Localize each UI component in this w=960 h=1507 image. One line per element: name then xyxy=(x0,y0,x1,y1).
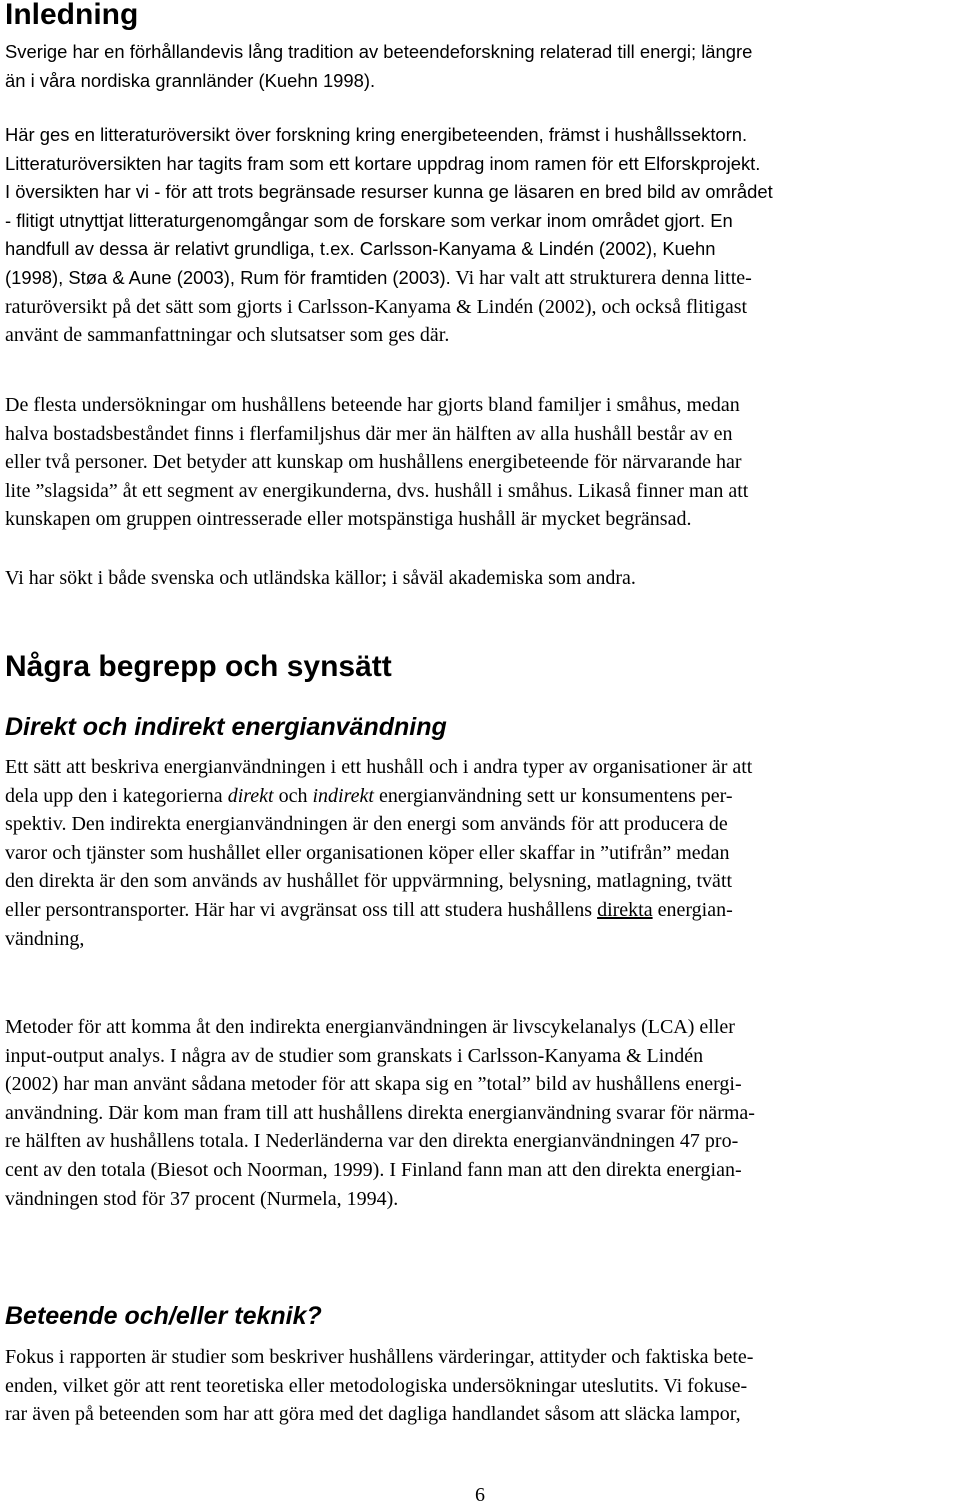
text-line: input-output analys. I några av de studier som granskats i Carlsson-Kanyama & Lindén xyxy=(5,1044,704,1067)
text-line: cent av den totala (Biesot och Noorman, 1999). I Finland fann man att den direkta energian- xyxy=(5,1158,742,1181)
text-line: lite ”slagsida” åt ett segment av energikunderna, dvs. hushåll i småhus. Likaså finner man att xyxy=(5,479,749,502)
text-run: energianvändning sett ur konsumentens per- xyxy=(373,784,733,807)
text-line xyxy=(5,264,955,293)
paragraph-direct xyxy=(5,753,955,953)
text-line: eller två personer. Det betyder att kunskap om hushållens energibeteende för närvarande har xyxy=(5,451,742,474)
text-run: och xyxy=(273,784,313,807)
text-line: Vi har sökt i både svenska och utländska källor; i såväl akademiska som andra. xyxy=(5,567,636,589)
heading-begrepp: Några begrepp och synsätt xyxy=(5,650,392,683)
text-line: De flesta undersökningar om hushållens beteende har gjorts bland familjer i småhus, medan xyxy=(5,394,740,416)
text-run: dela upp den i kategorierna xyxy=(5,784,228,807)
text-line: Här ges en litteraturöversikt över forskning kring energibeteenden, främst i hushållssektorn. xyxy=(5,124,748,145)
emphasis-indirekt: indirekt xyxy=(312,784,374,807)
underlined-direkta: direkta xyxy=(597,898,653,921)
text-line: rar även på beteenden som har att göra med det dagliga handlandet såsom att släcka lampor, xyxy=(5,1403,741,1426)
text-line xyxy=(5,896,955,925)
text-line: Fokus i rapporten är studier som beskriver hushållens värderingar, attityder och faktiska bete- xyxy=(5,1346,754,1368)
subheading-beteende: Beteende och/eller teknik? xyxy=(5,1302,322,1330)
text-line: varor och tjänster som hushållet eller organisationen köper eller skaffar in ”utifrån” medan xyxy=(5,841,730,864)
text-run: energian- xyxy=(652,898,733,921)
text-line: Sverige har en förhållandevis lång tradition av beteendeforskning relaterad till energi; längre xyxy=(5,41,753,62)
text-line: Litteraturöversikten har tagits fram som ett kortare uppdrag inom ramen för ett Elforskprojekt. xyxy=(5,152,761,174)
text-line: Metoder för att komma åt den indirekta energianvändningen är livscykelanalys (LCA) eller xyxy=(5,1016,735,1038)
text-line: re hälften av hushållens totala. I Nederländerna var den direkta energianvändningen 47 pro- xyxy=(5,1130,739,1153)
paragraph-sources xyxy=(5,564,955,593)
text-line: - flitigt utnyttjat litteraturgenomgångar som de forskare som verkar inom området gjort. En xyxy=(5,209,733,231)
paragraph-focus xyxy=(5,1343,955,1429)
text-line: raturöversikt på det sätt som gjorts i Carlsson-Kanyama & Lindén (2002), och också flitigast xyxy=(5,295,748,318)
paragraph-overview xyxy=(5,121,955,350)
subheading-direkt: Direkt och indirekt energianvändning xyxy=(5,713,447,741)
text-line: (2002) har man använt sådana metoder för att skapa sig en ”total” bild av hushållens energi- xyxy=(5,1073,742,1096)
text-line: kunskapen om gruppen ointresserade eller motspänstiga hushåll är mycket begränsad. xyxy=(5,508,692,531)
heading-inledning: Inledning xyxy=(5,0,139,31)
text-line: den direkta är den som används av hushållet för uppvärmning, belysning, matlagning, tvätt xyxy=(5,870,733,893)
paragraph-households xyxy=(5,391,955,534)
text-line xyxy=(5,782,955,811)
emphasis-direkt: direkt xyxy=(227,784,274,807)
text-line: vändning, xyxy=(5,927,85,950)
text-line: I översikten har vi - för att trots begränsade resurser kunna ge läsaren en bred bild av området xyxy=(5,181,773,203)
text-run: eller persontransporter. Här har vi avgränsat oss till att studera hushållens xyxy=(5,898,598,921)
text-line: vändningen stod för 37 procent (Nurmela, 1994). xyxy=(5,1187,399,1210)
text-line: än i våra nordiska grannländer (Kuehn 1998). xyxy=(5,69,376,91)
paragraph-methods xyxy=(5,1013,955,1213)
paragraph-intro xyxy=(5,38,955,95)
text-line: använt de sammanfattningar och slutsatser som ges där. xyxy=(5,324,450,347)
text-line: enden, vilket gör att rent teoretiska eller metodologiska undersökningar uteslutits. Vi fokuse- xyxy=(5,1374,748,1397)
text-run: (1998), Støa & Aune (2003), Rum för framtiden (2003). xyxy=(5,266,451,288)
text-line: halva bostadsbeståndet finns i flerfamiljshus där mer än hälften av alla hushåll består av en xyxy=(5,422,733,445)
page-number: 6 xyxy=(475,1484,485,1506)
text-run: Vi har valt att strukturera denna litte- xyxy=(450,266,752,289)
text-line: användning. Där kom man fram till att hushållens direkta energianvändning svarar för närma- xyxy=(5,1101,755,1124)
text-line: spektiv. Den indirekta energianvändningen är den energi som används för att producera de xyxy=(5,813,728,836)
text-line: handfull av dessa är relativt grundliga, t.ex. Carlsson-Kanyama & Lindén (2002), Kuehn xyxy=(5,238,716,260)
text-line: Ett sätt att beskriva energianvändningen i ett hushåll och i andra typer av organisationer är att xyxy=(5,756,753,778)
